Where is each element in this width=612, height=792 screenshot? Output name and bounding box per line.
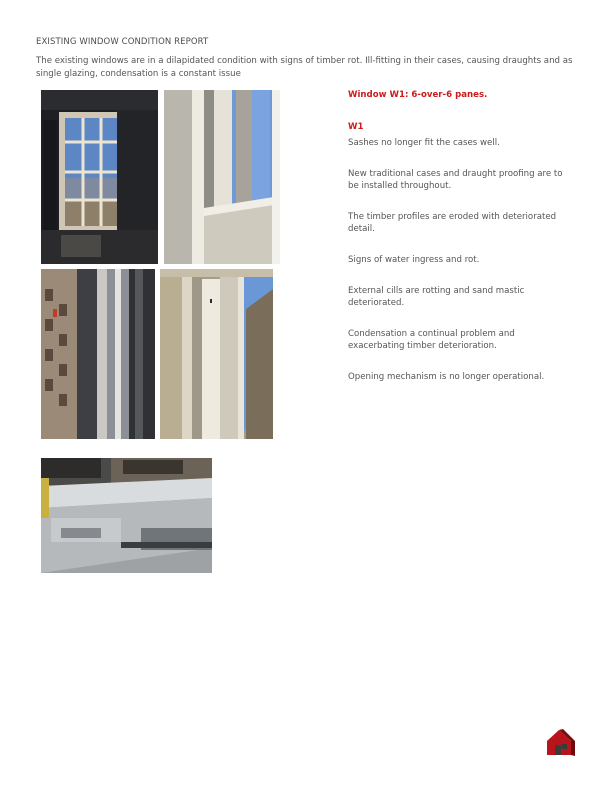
note-item: Sashes no longer fit the cases well. (348, 138, 500, 148)
report-title: EXISTING WINDOW CONDITION REPORT (36, 37, 209, 47)
window-title: Window W1: 6-over-6 panes. (348, 90, 488, 100)
photo-sash-deterioration (160, 269, 273, 439)
report-intro: The existing windows are in a dilapidated condition with signs of timber rot. Ill-fitting in their cases, causing draughts and as single glazing, condensation is a constant issue (36, 56, 573, 79)
note-item: The timber profiles are eroded with deteriorated detail. (348, 212, 557, 234)
note-item: External cills are rotting and sand mastic deteriorated. (348, 286, 525, 308)
note-item: Opening mechanism is no longer operational. (348, 372, 545, 382)
photo-opening-mechanism (41, 458, 212, 573)
note-item: Condensation a continual problem and exacerbating timber deterioration. (348, 329, 515, 351)
note-item: New traditional cases and draught proofing are to be installed throughout. (348, 169, 563, 191)
photo-external-street-view (41, 269, 155, 439)
photo-window-interior (41, 90, 158, 264)
note-item: Signs of water ingress and rot. (348, 255, 480, 265)
photo-sash-frame (164, 90, 280, 264)
house-logo-icon (546, 727, 576, 757)
window-code: W1 (348, 122, 364, 132)
